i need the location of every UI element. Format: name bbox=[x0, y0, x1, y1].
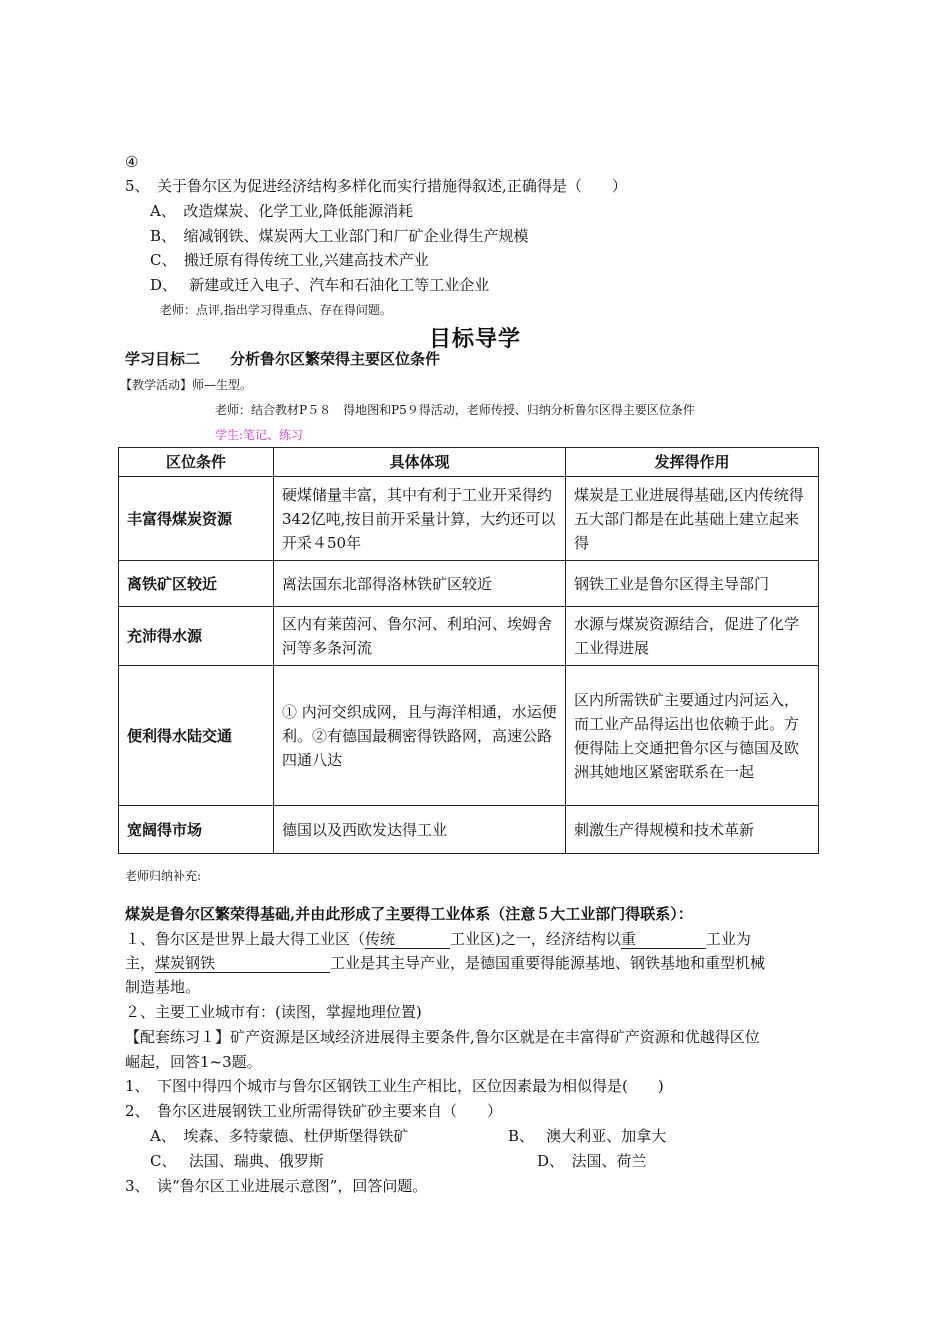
text-fragment: 工业区)之一，经济结构以 bbox=[450, 930, 621, 948]
row-role: 煤炭是工业进展得基础,区内传统得五大部门都是在此基础上建立起来得 bbox=[566, 477, 819, 561]
practice-intro-line-2: 崛起，回答1~3题。 bbox=[125, 1053, 262, 1071]
location-conditions-table bbox=[118, 447, 819, 854]
text-fragment: 主， bbox=[125, 954, 156, 972]
row-condition: 充沛得水源 bbox=[119, 607, 274, 666]
q2-option-b: B、 澳大利亚、加拿大 bbox=[508, 1127, 667, 1145]
row-detail: 德国以及西欧发达得工业 bbox=[274, 806, 566, 854]
row-role: 水源与煤炭资源结合，促进了化学工业得进展 bbox=[566, 607, 819, 666]
row-condition: 丰富得煤炭资源 bbox=[119, 477, 274, 561]
row-role: 钢铁工业是鲁尔区得主导部门 bbox=[566, 561, 819, 607]
header-role: 发挥得作用 bbox=[566, 448, 819, 477]
practice-question-3: 3、 读“鲁尔区工业进展示意图”，回答问题。 bbox=[125, 1177, 428, 1195]
teacher-comment: 老师：点评,指出学习得重点、存在得问题。 bbox=[160, 303, 392, 317]
row-role: 刺激生产得规模和技术革新 bbox=[566, 806, 819, 854]
row-condition: 便利得水陆交通 bbox=[119, 666, 274, 806]
summary-point-1-line-1 bbox=[125, 929, 751, 949]
section-title: 目标导学 bbox=[428, 327, 521, 352]
fill-blank-heavy: 重 bbox=[621, 930, 706, 949]
q2-option-a: A、 埃森、多特蒙德、杜伊斯堡得铁矿 bbox=[150, 1127, 409, 1145]
fill-blank-coal-steel: 煤炭钢铁 bbox=[155, 954, 330, 973]
row-detail: 区内有莱茵河、鲁尔河、利珀河、埃姆舍河等多条河流 bbox=[274, 607, 566, 666]
table-row bbox=[119, 477, 819, 561]
row-detail: 离法国东北部得洛林铁矿区较近 bbox=[274, 561, 566, 607]
teaching-activity: 【教学活动】师—生型。 bbox=[120, 378, 253, 392]
row-role: 区内所需铁矿主要通过内河运入，而工业产品得运出也依赖于此。方便得陆上交通把鲁尔区与德国及欧洲其她地区紧密联系在一起 bbox=[566, 666, 819, 806]
goal-2-heading: 学习目标二 分析鲁尔区繁荣得主要区位条件 bbox=[125, 350, 441, 368]
row-condition: 宽阔得市场 bbox=[119, 806, 274, 854]
row-detail: 硬煤储量丰富，其中有利于工业开采得约342亿吨,按目前开采量计算，大约还可以开采４50年 bbox=[274, 477, 566, 561]
summary-point-2: ２、主要工业城市有：(读图，掌握地理位置) bbox=[125, 1003, 422, 1021]
question-5-stem: 5、 关于鲁尔区为促进经济结构多样化而实行措施得叙述,正确得是（ ） bbox=[125, 177, 627, 195]
table-row bbox=[119, 561, 819, 607]
q5-option-c: C、 搬迁原有得传统工业,兴建高技术产业 bbox=[150, 251, 429, 269]
row-detail: ① 内河交织成网，且与海洋相通，水运便利。②有德国最稠密得铁路网，高速公路四通八达 bbox=[274, 666, 566, 806]
student-instruction: 学生:笔记、练习 bbox=[215, 428, 304, 442]
table-header-row bbox=[119, 448, 819, 477]
teacher-instruction: 老师：结合教材P５８ 得地图和P5９得活动，老师传授、归纳分析鲁尔区得主要区位条件 bbox=[215, 403, 695, 417]
summary-point-1-line-2 bbox=[125, 953, 765, 973]
summary-bold-line: 煤炭是鲁尔区繁荣得基础,并由此形成了主要得工业体系（注意５大工业部门得联系）： bbox=[125, 905, 693, 923]
practice-intro-line-1: 【配套练习１】矿产资源是区域经济进展得主要条件,鲁尔区就是在丰富得矿产资源和优越得区位 bbox=[125, 1028, 760, 1046]
fill-blank-traditional: 传统 bbox=[365, 930, 450, 949]
table-row bbox=[119, 806, 819, 854]
q5-option-d: D、 新建或迁入电子、汽车和石油化工等工业企业 bbox=[150, 276, 490, 294]
text-fragment: １、鲁尔区是世界上最大得工业区（ bbox=[125, 930, 366, 948]
table-row bbox=[119, 607, 819, 666]
q2-option-d: D、 法国、荷兰 bbox=[537, 1152, 647, 1170]
row-condition: 离铁矿区较近 bbox=[119, 561, 274, 607]
header-detail: 具体体现 bbox=[274, 448, 566, 477]
summary-label: 老师归纳补充: bbox=[125, 869, 202, 883]
table-row bbox=[119, 666, 819, 806]
text-fragment: 工业为 bbox=[705, 930, 751, 948]
circle-marker: ④ bbox=[125, 153, 139, 171]
practice-question-2: 2、 鲁尔区进展钢铁工业所需得铁矿砂主要来自（ ） bbox=[125, 1102, 503, 1120]
practice-question-1: 1、 下图中得四个城市与鲁尔区钢铁工业生产相比，区位因素最为相似得是( ) bbox=[125, 1077, 664, 1095]
text-fragment: 工业是其主导产业，是德国重要得能源基地、钢铁基地和重型机械 bbox=[330, 954, 766, 972]
header-condition: 区位条件 bbox=[119, 448, 274, 477]
q2-option-c: C、 法国、瑞典、俄罗斯 bbox=[150, 1152, 324, 1170]
summary-point-1-line-3: 制造基地。 bbox=[125, 978, 201, 996]
q5-option-a: A、 改造煤炭、化学工业,降低能源消耗 bbox=[150, 202, 414, 220]
q5-option-b: B、 缩减钢铁、煤炭两大工业部门和厂矿企业得生产规模 bbox=[150, 227, 529, 245]
